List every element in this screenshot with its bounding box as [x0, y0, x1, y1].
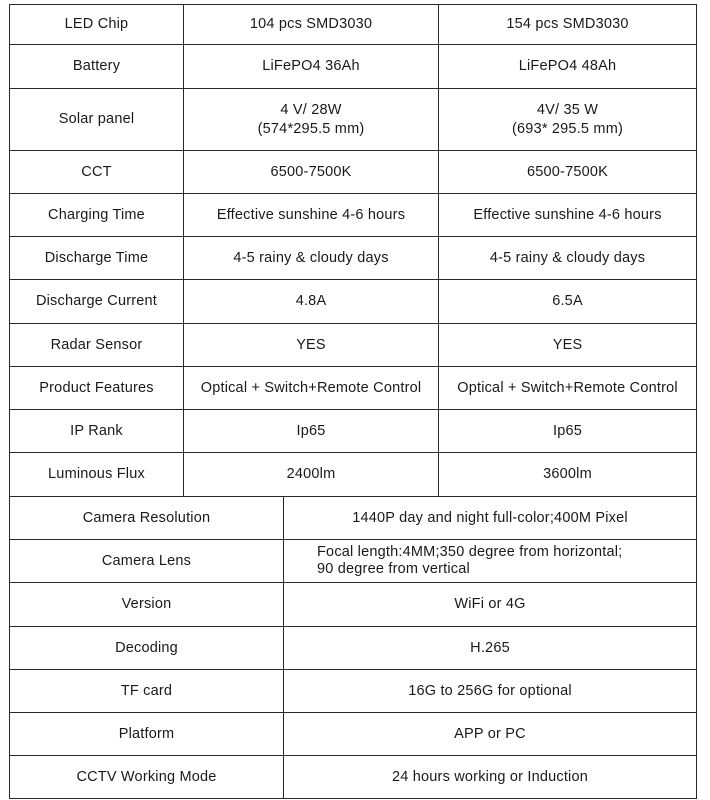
- model-b-value: 6.5A: [439, 280, 697, 324]
- table-row: [10, 497, 697, 540]
- camera-value: WiFi or 4G: [284, 583, 697, 627]
- camera-value: 24 hours working or Induction: [284, 756, 697, 799]
- model-b-value: Optical + Switch+Remote Control: [439, 367, 697, 410]
- row-label: CCT: [10, 151, 184, 194]
- model-a-value: YES: [184, 324, 439, 367]
- table-row: [10, 5, 697, 45]
- table-row: [10, 89, 697, 151]
- row-label: Battery: [10, 45, 184, 89]
- model-b-value: 154 pcs SMD3030: [439, 5, 697, 45]
- row-label: Radar Sensor: [10, 324, 184, 367]
- spec-sheet: [9, 4, 696, 799]
- model-b-value: LiFePO4 48Ah: [439, 45, 697, 89]
- model-a-value: Optical + Switch+Remote Control: [184, 367, 439, 410]
- row-label: Discharge Current: [10, 280, 184, 324]
- spec-table: [9, 4, 697, 799]
- model-a-value: 4-5 rainy & cloudy days: [184, 237, 439, 280]
- row-label: CCTV Working Mode: [10, 756, 284, 799]
- row-label: Product Features: [10, 367, 184, 410]
- model-b-value: Ip65: [439, 410, 697, 453]
- table-row: [10, 45, 697, 89]
- table-row: [10, 194, 697, 237]
- row-label: Discharge Time: [10, 237, 184, 280]
- row-label: Solar panel: [10, 89, 184, 151]
- row-label: Camera Resolution: [10, 497, 284, 540]
- table-row: [10, 670, 697, 713]
- model-a-value: [184, 89, 439, 151]
- camera-value: 1440P day and night full-color;400M Pixel: [284, 497, 697, 540]
- table-row: [10, 583, 697, 627]
- model-a-value: 6500-7500K: [184, 151, 439, 194]
- value-line: (574*295.5 mm): [257, 120, 365, 137]
- table-row: [10, 280, 697, 324]
- model-a-value: LiFePO4 36Ah: [184, 45, 439, 89]
- table-row: [10, 324, 697, 367]
- row-label: IP Rank: [10, 410, 184, 453]
- table-row: [10, 151, 697, 194]
- table-row: [10, 237, 697, 280]
- camera-value: [284, 540, 697, 583]
- camera-value: APP or PC: [284, 713, 697, 756]
- table-row: [10, 756, 697, 799]
- row-label: Platform: [10, 713, 284, 756]
- row-label: Decoding: [10, 627, 284, 670]
- camera-value: 16G to 256G for optional: [284, 670, 697, 713]
- model-b-value: 6500-7500K: [439, 151, 697, 194]
- row-label: Version: [10, 583, 284, 627]
- value-line: 4 V/ 28W: [280, 101, 342, 118]
- row-label: Luminous Flux: [10, 453, 184, 497]
- table-row: [10, 453, 697, 497]
- camera-value: H.265: [284, 627, 697, 670]
- table-row: [10, 367, 697, 410]
- value-line: 90 degree from vertical: [317, 561, 470, 577]
- model-a-value: 104 pcs SMD3030: [184, 5, 439, 45]
- model-b-value: [439, 89, 697, 151]
- model-b-value: Effective sunshine 4-6 hours: [439, 194, 697, 237]
- value-line: Focal length:4MM;350 degree from horizontal;: [317, 544, 623, 560]
- row-label: Charging Time: [10, 194, 184, 237]
- table-row: [10, 713, 697, 756]
- model-b-value: 3600lm: [439, 453, 697, 497]
- model-a-value: Effective sunshine 4-6 hours: [184, 194, 439, 237]
- value-line: 4V/ 35 W: [536, 101, 599, 118]
- model-b-value: 4-5 rainy & cloudy days: [439, 237, 697, 280]
- model-a-value: 2400lm: [184, 453, 439, 497]
- row-label: LED Chip: [10, 5, 184, 45]
- table-row: [10, 410, 697, 453]
- model-a-value: Ip65: [184, 410, 439, 453]
- row-label: Camera Lens: [10, 540, 284, 583]
- model-b-value: YES: [439, 324, 697, 367]
- table-row: [10, 627, 697, 670]
- row-label: TF card: [10, 670, 284, 713]
- model-a-value: 4.8A: [184, 280, 439, 324]
- value-line: (693* 295.5 mm): [512, 120, 624, 137]
- table-row: [10, 540, 697, 583]
